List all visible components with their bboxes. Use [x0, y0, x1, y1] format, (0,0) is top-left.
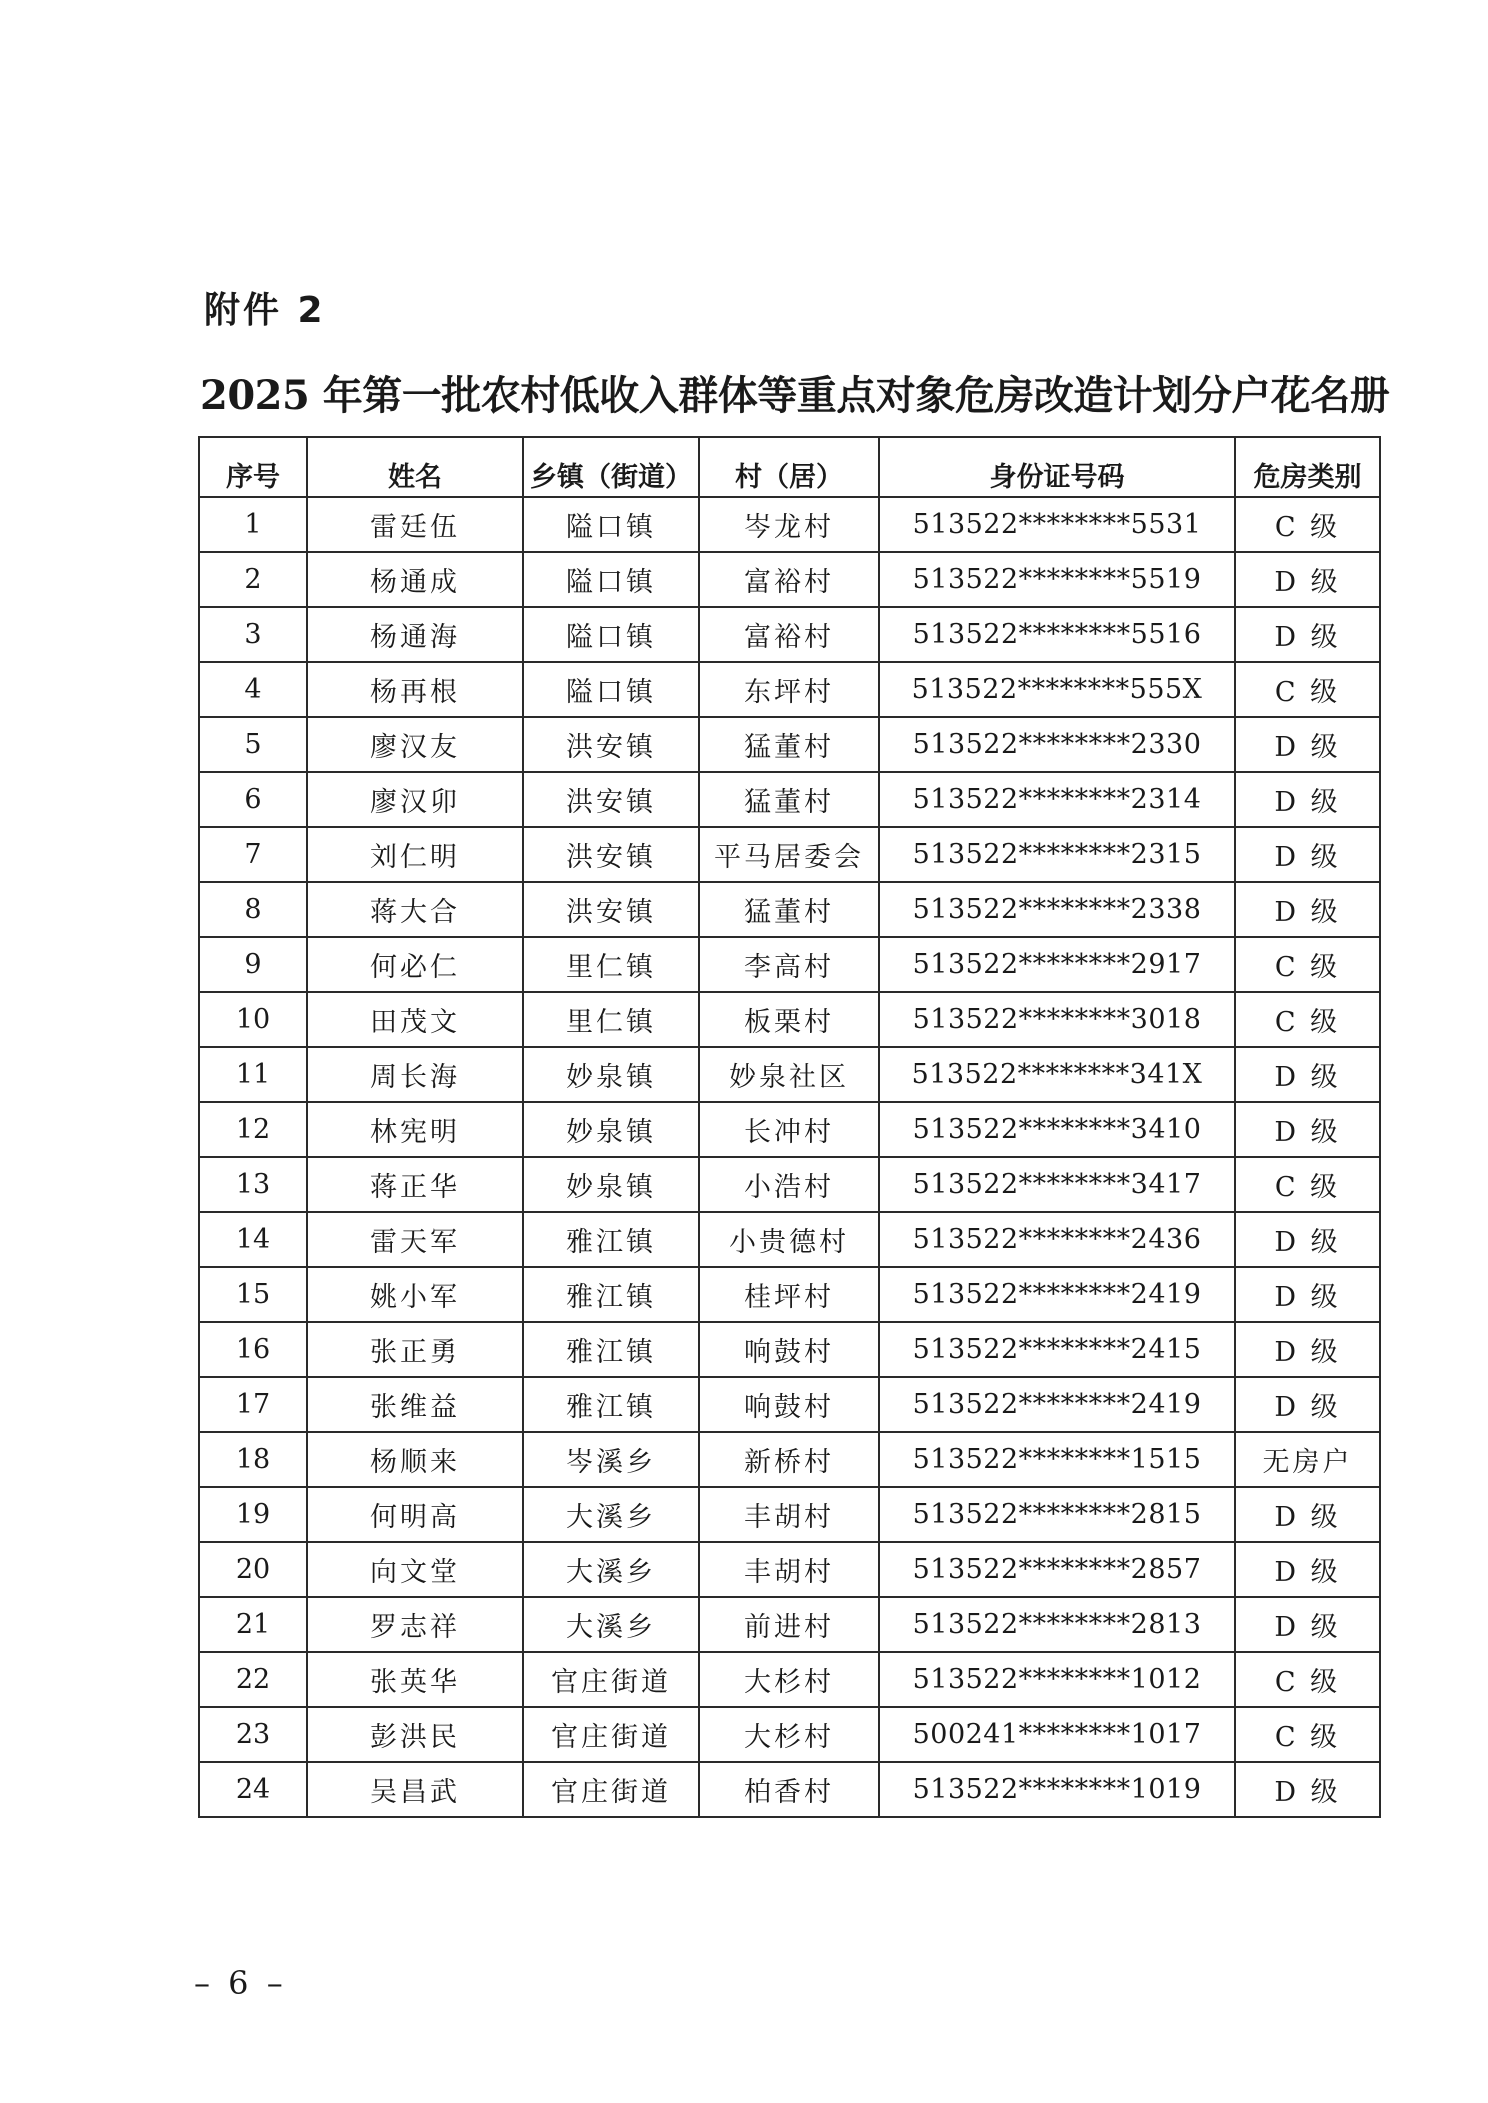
village-cell: 富裕村 [699, 552, 879, 607]
village-cell: 长冲村 [699, 1102, 879, 1157]
table-row [199, 1322, 1380, 1377]
category-cell: D 级 [1235, 772, 1380, 827]
name-cell: 杨通成 [307, 552, 523, 607]
id-number-cell: 513522********555X [879, 662, 1235, 717]
serial-number-cell: 19 [199, 1487, 307, 1542]
village-cell: 妙泉社区 [699, 1047, 879, 1102]
table-row [199, 1597, 1380, 1652]
document-title: 2025 年第一批农村低收入群体等重点对象危房改造计划分户花名册 [200, 372, 1390, 419]
name-cell: 蒋大合 [307, 882, 523, 937]
page-number: – 6 – [194, 1964, 287, 2002]
township-cell: 隘口镇 [523, 552, 699, 607]
header-dangerous-house-category: 危房类别 [1235, 437, 1380, 497]
id-number-cell: 513522********5516 [879, 607, 1235, 662]
category-cell: D 级 [1235, 1487, 1380, 1542]
table-row [199, 1102, 1380, 1157]
serial-number-cell: 16 [199, 1322, 307, 1377]
table-row [199, 1267, 1380, 1322]
category-cell: D 级 [1235, 1102, 1380, 1157]
serial-number-cell: 22 [199, 1652, 307, 1707]
serial-number-cell: 1 [199, 497, 307, 552]
township-cell: 洪安镇 [523, 772, 699, 827]
village-cell: 李高村 [699, 937, 879, 992]
township-cell: 洪安镇 [523, 827, 699, 882]
name-cell: 彭洪民 [307, 1707, 523, 1762]
category-cell: C 级 [1235, 992, 1380, 1047]
header-village: 村（居） [699, 437, 879, 497]
category-cell: C 级 [1235, 1652, 1380, 1707]
township-cell: 里仁镇 [523, 992, 699, 1047]
township-cell: 洪安镇 [523, 717, 699, 772]
township-cell: 隘口镇 [523, 662, 699, 717]
township-cell: 大溪乡 [523, 1542, 699, 1597]
category-cell: D 级 [1235, 1322, 1380, 1377]
id-number-cell: 513522********1012 [879, 1652, 1235, 1707]
category-cell: D 级 [1235, 1377, 1380, 1432]
village-cell: 小贵德村 [699, 1212, 879, 1267]
village-cell: 响鼓村 [699, 1322, 879, 1377]
category-cell: C 级 [1235, 1707, 1380, 1762]
township-cell: 妙泉镇 [523, 1157, 699, 1212]
annex-label: 附件 2 [204, 290, 326, 331]
category-cell: D 级 [1235, 552, 1380, 607]
id-number-cell: 513522********2419 [879, 1377, 1235, 1432]
category-cell: D 级 [1235, 1762, 1380, 1817]
table-row [199, 772, 1380, 827]
name-cell: 张英华 [307, 1652, 523, 1707]
name-cell: 张正勇 [307, 1322, 523, 1377]
table-row [199, 1487, 1380, 1542]
id-number-cell: 513522********5519 [879, 552, 1235, 607]
id-number-cell: 513522********3410 [879, 1102, 1235, 1157]
serial-number-cell: 9 [199, 937, 307, 992]
village-cell: 大杉村 [699, 1652, 879, 1707]
category-cell: D 级 [1235, 1047, 1380, 1102]
village-cell: 柏香村 [699, 1762, 879, 1817]
household-roster-table [198, 436, 1381, 1818]
serial-number-cell: 23 [199, 1707, 307, 1762]
village-cell: 新桥村 [699, 1432, 879, 1487]
table-row [199, 1047, 1380, 1102]
category-cell: D 级 [1235, 717, 1380, 772]
name-cell: 周长海 [307, 1047, 523, 1102]
township-cell: 妙泉镇 [523, 1047, 699, 1102]
name-cell: 刘仁明 [307, 827, 523, 882]
serial-number-cell: 4 [199, 662, 307, 717]
id-number-cell: 513522********2815 [879, 1487, 1235, 1542]
serial-number-cell: 13 [199, 1157, 307, 1212]
table-row [199, 937, 1380, 992]
table-row [199, 1157, 1380, 1212]
serial-number-cell: 24 [199, 1762, 307, 1817]
name-cell: 姚小军 [307, 1267, 523, 1322]
township-cell: 隘口镇 [523, 607, 699, 662]
table-row [199, 717, 1380, 772]
village-cell: 猛董村 [699, 772, 879, 827]
id-number-cell: 513522********1515 [879, 1432, 1235, 1487]
township-cell: 隘口镇 [523, 497, 699, 552]
name-cell: 张维益 [307, 1377, 523, 1432]
table-row [199, 1652, 1380, 1707]
serial-number-cell: 7 [199, 827, 307, 882]
category-cell: C 级 [1235, 497, 1380, 552]
table-row [199, 1762, 1380, 1817]
table-row [199, 607, 1380, 662]
serial-number-cell: 11 [199, 1047, 307, 1102]
id-number-cell: 513522********2415 [879, 1322, 1235, 1377]
township-cell: 雅江镇 [523, 1322, 699, 1377]
township-cell: 妙泉镇 [523, 1102, 699, 1157]
village-cell: 响鼓村 [699, 1377, 879, 1432]
serial-number-cell: 3 [199, 607, 307, 662]
table-row [199, 1212, 1380, 1267]
id-number-cell: 513522********2338 [879, 882, 1235, 937]
id-number-cell: 513522********2436 [879, 1212, 1235, 1267]
serial-number-cell: 18 [199, 1432, 307, 1487]
township-cell: 雅江镇 [523, 1267, 699, 1322]
table-header-row [199, 437, 1380, 497]
id-number-cell: 513522********2314 [879, 772, 1235, 827]
category-cell: D 级 [1235, 607, 1380, 662]
name-cell: 吴昌武 [307, 1762, 523, 1817]
id-number-cell: 513522********2419 [879, 1267, 1235, 1322]
table-body [199, 497, 1380, 1817]
id-number-cell: 513522********2315 [879, 827, 1235, 882]
name-cell: 廖汉卯 [307, 772, 523, 827]
table-row [199, 1432, 1380, 1487]
name-cell: 杨再根 [307, 662, 523, 717]
name-cell: 何明高 [307, 1487, 523, 1542]
village-cell: 大杉村 [699, 1707, 879, 1762]
village-cell: 东坪村 [699, 662, 879, 717]
serial-number-cell: 12 [199, 1102, 307, 1157]
table-row [199, 1542, 1380, 1597]
category-cell: D 级 [1235, 1542, 1380, 1597]
category-cell: D 级 [1235, 882, 1380, 937]
name-cell: 何必仁 [307, 937, 523, 992]
table-row [199, 497, 1380, 552]
table-row [199, 1377, 1380, 1432]
table-row [199, 1707, 1380, 1762]
township-cell: 官庄街道 [523, 1652, 699, 1707]
serial-number-cell: 10 [199, 992, 307, 1047]
village-cell: 丰胡村 [699, 1487, 879, 1542]
name-cell: 田茂文 [307, 992, 523, 1047]
township-cell: 岑溪乡 [523, 1432, 699, 1487]
township-cell: 官庄街道 [523, 1762, 699, 1817]
category-cell: D 级 [1235, 827, 1380, 882]
name-cell: 蒋正华 [307, 1157, 523, 1212]
name-cell: 杨顺来 [307, 1432, 523, 1487]
category-cell: D 级 [1235, 1212, 1380, 1267]
village-cell: 猛董村 [699, 882, 879, 937]
village-cell: 小浩村 [699, 1157, 879, 1212]
village-cell: 富裕村 [699, 607, 879, 662]
id-number-cell: 513522********2857 [879, 1542, 1235, 1597]
name-cell: 林宪明 [307, 1102, 523, 1157]
id-number-cell: 513522********1019 [879, 1762, 1235, 1817]
table-row [199, 882, 1380, 937]
village-cell: 丰胡村 [699, 1542, 879, 1597]
township-cell: 大溪乡 [523, 1597, 699, 1652]
village-cell: 平马居委会 [699, 827, 879, 882]
category-cell: 无房户 [1235, 1432, 1380, 1487]
serial-number-cell: 6 [199, 772, 307, 827]
serial-number-cell: 5 [199, 717, 307, 772]
header-name: 姓名 [307, 437, 523, 497]
table-row [199, 662, 1380, 717]
township-cell: 雅江镇 [523, 1377, 699, 1432]
table-row [199, 552, 1380, 607]
village-cell: 板栗村 [699, 992, 879, 1047]
category-cell: C 级 [1235, 1157, 1380, 1212]
village-cell: 桂坪村 [699, 1267, 879, 1322]
category-cell: D 级 [1235, 1267, 1380, 1322]
header-serial-number: 序号 [199, 437, 307, 497]
village-cell: 猛董村 [699, 717, 879, 772]
serial-number-cell: 20 [199, 1542, 307, 1597]
name-cell: 向文堂 [307, 1542, 523, 1597]
village-cell: 前进村 [699, 1597, 879, 1652]
id-number-cell: 513522********5531 [879, 497, 1235, 552]
header-township: 乡镇（街道） [523, 437, 699, 497]
id-number-cell: 513522********3417 [879, 1157, 1235, 1212]
township-cell: 雅江镇 [523, 1212, 699, 1267]
village-cell: 岑龙村 [699, 497, 879, 552]
name-cell: 雷廷伍 [307, 497, 523, 552]
category-cell: C 级 [1235, 937, 1380, 992]
name-cell: 廖汉友 [307, 717, 523, 772]
id-number-cell: 500241********1017 [879, 1707, 1235, 1762]
serial-number-cell: 2 [199, 552, 307, 607]
name-cell: 杨通海 [307, 607, 523, 662]
serial-number-cell: 14 [199, 1212, 307, 1267]
id-number-cell: 513522********2330 [879, 717, 1235, 772]
table-row [199, 992, 1380, 1047]
township-cell: 大溪乡 [523, 1487, 699, 1542]
name-cell: 罗志祥 [307, 1597, 523, 1652]
township-cell: 洪安镇 [523, 882, 699, 937]
serial-number-cell: 15 [199, 1267, 307, 1322]
table-row [199, 827, 1380, 882]
category-cell: C 级 [1235, 662, 1380, 717]
id-number-cell: 513522********3018 [879, 992, 1235, 1047]
header-id-number: 身份证号码 [879, 437, 1235, 497]
id-number-cell: 513522********2917 [879, 937, 1235, 992]
township-cell: 里仁镇 [523, 937, 699, 992]
id-number-cell: 513522********2813 [879, 1597, 1235, 1652]
serial-number-cell: 21 [199, 1597, 307, 1652]
category-cell: D 级 [1235, 1597, 1380, 1652]
township-cell: 官庄街道 [523, 1707, 699, 1762]
serial-number-cell: 17 [199, 1377, 307, 1432]
serial-number-cell: 8 [199, 882, 307, 937]
name-cell: 雷天军 [307, 1212, 523, 1267]
id-number-cell: 513522********341X [879, 1047, 1235, 1102]
